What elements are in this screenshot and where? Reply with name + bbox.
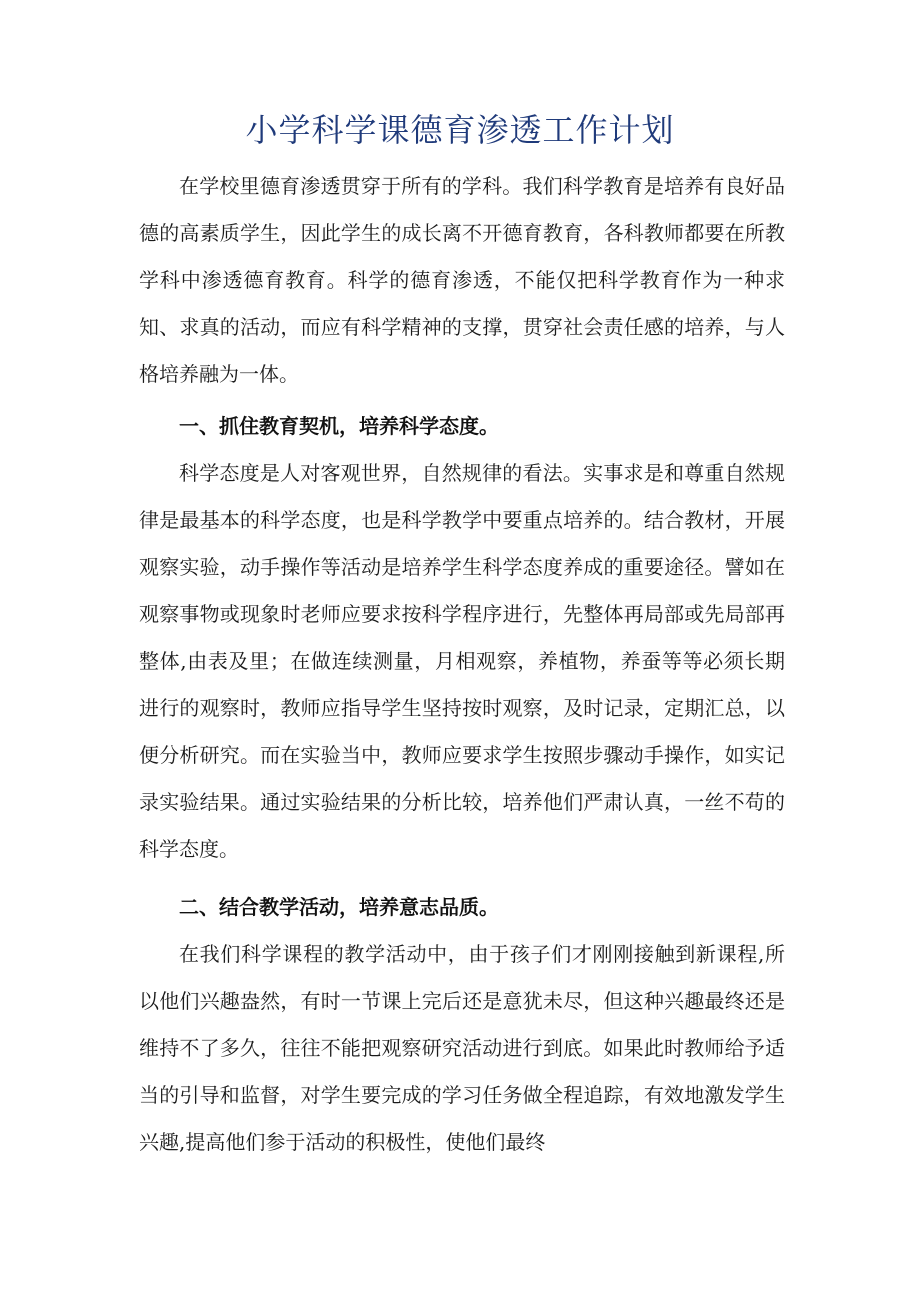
document-title: 小学科学课德育渗透工作计划: [245, 111, 675, 149]
section-heading-1: 一、抓住教育契机，培养科学态度。: [179, 414, 499, 438]
section-2-paragraph: 在我们科学课程的教学活动中，由于孩子们才刚刚接触到新课程,所以他们兴趣盎然，有时一节课上完后还是意犹未尽，但这种兴趣最终还是维持不了多久，往往不能把观察研究活动进行到底。如果此时教师给予适当的引导和监督，对学生要完成的学习任务做全程追踪，有效地激发学生兴趣,提高他们参于活动的积极性，使他们最终: [139, 942, 785, 1154]
section-heading-2: 二、结合教学活动，培养意志品质。: [179, 895, 499, 919]
section-1-paragraph: 科学态度是人对客观世界，自然规律的看法。实事求是和尊重自然规律是最基本的科学态度，也是科学教学中要重点培养的。结合教材，开展观察实验，动手操作等活动是培养学生科学态度养成的重要途径。譬如在观察事物或现象时老师应要求按科学程序进行，先整体再局部或先局部再整体,由表及里；在做连续测量，月相观察，养植物，养蚕等等必须长期进行的观察时，教师应指导学生坚持按时观察，及时记录，定期汇总，以便分析研究。而在实验当中，教师应要求学生按照步骤动手操作，如实记录实验结果。通过实验结果的分析比较，培养他们严肃认真，一丝不苟的科学态度。: [139, 461, 785, 861]
intro-paragraph: 在学校里德育渗透贯穿于所有的学科。我们科学教育是培养有良好品德的高素质学生，因此学生的成长离不开德育教育，各科教师都要在所教学科中渗透德育教育。科学的德育渗透，不能仅把科学教育作为一种求知、求真的活动，而应有科学精神的支撑，贯穿社会责任感的培养，与人格培养融为一体。: [139, 174, 785, 386]
